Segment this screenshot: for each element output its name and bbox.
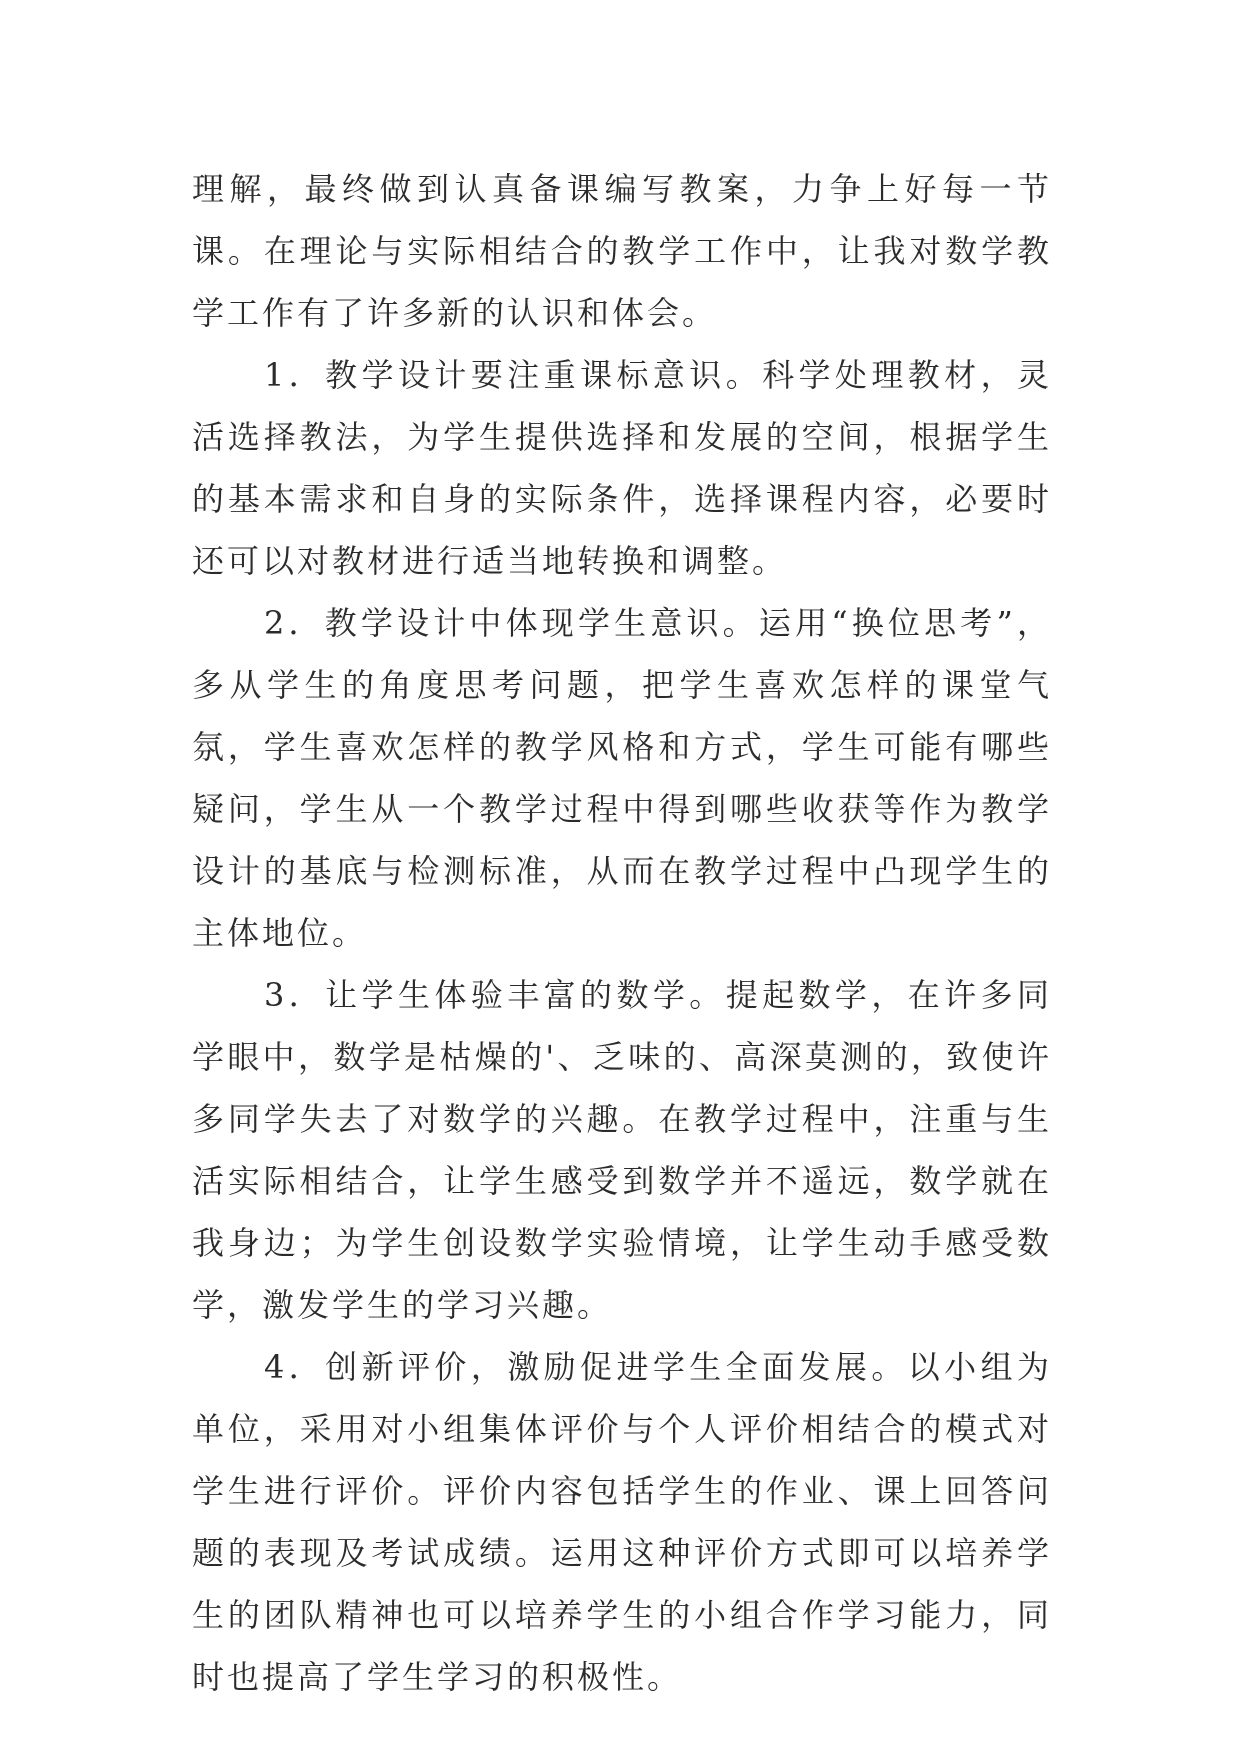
paragraph-point-4: 4．创新评价，激励促进学生全面发展。以小组为单位，采用对小组集体评价与个人评价相结合的模式对学生进行评价。评价内容包括学生的作业、课上回答问题的表现及考试成绩。运用这种评价方式即可以培养学生的团队精神也可以培养学生的小组合作学习能力，同时也提高了学生学习的积极性。 bbox=[192, 1348, 1052, 1696]
paragraph-intro: 理解，最终做到认真备课编写教案，力争上好每一节课。在理论与实际相结合的教学工作中，让我对数学教学工作有了许多新的认识和体会。 bbox=[192, 170, 1052, 332]
paragraph-point-1: 1．教学设计要注重课标意识。科学处理教材，灵活选择教法，为学生提供选择和发展的空间，根据学生的基本需求和自身的实际条件，选择课程内容，必要时还可以对教材进行适当地转换和调整。 bbox=[192, 356, 1052, 580]
paragraph-point-3: 3．让学生体验丰富的数学。提起数学，在许多同学眼中，数学是枯燥的'、乏味的、高深莫测的，致使许多同学失去了对数学的兴趣。在教学过程中，注重与生活实际相结合，让学生感受到数学并不遥远，数学就在我身边；为学生创设数学实验情境，让学生动手感受数学，激发学生的学习兴趣。 bbox=[192, 976, 1052, 1324]
document-body bbox=[192, 158, 1052, 1708]
paragraph-point-2: 2．教学设计中体现学生意识。运用“换位思考”，多从学生的角度思考问题，把学生喜欢怎样的课堂气氛，学生喜欢怎样的教学风格和方式，学生可能有哪些疑问，学生从一个教学过程中得到哪些收获等作为教学设计的基底与检测标准，从而在教学过程中凸现学生的主体地位。 bbox=[192, 604, 1052, 952]
